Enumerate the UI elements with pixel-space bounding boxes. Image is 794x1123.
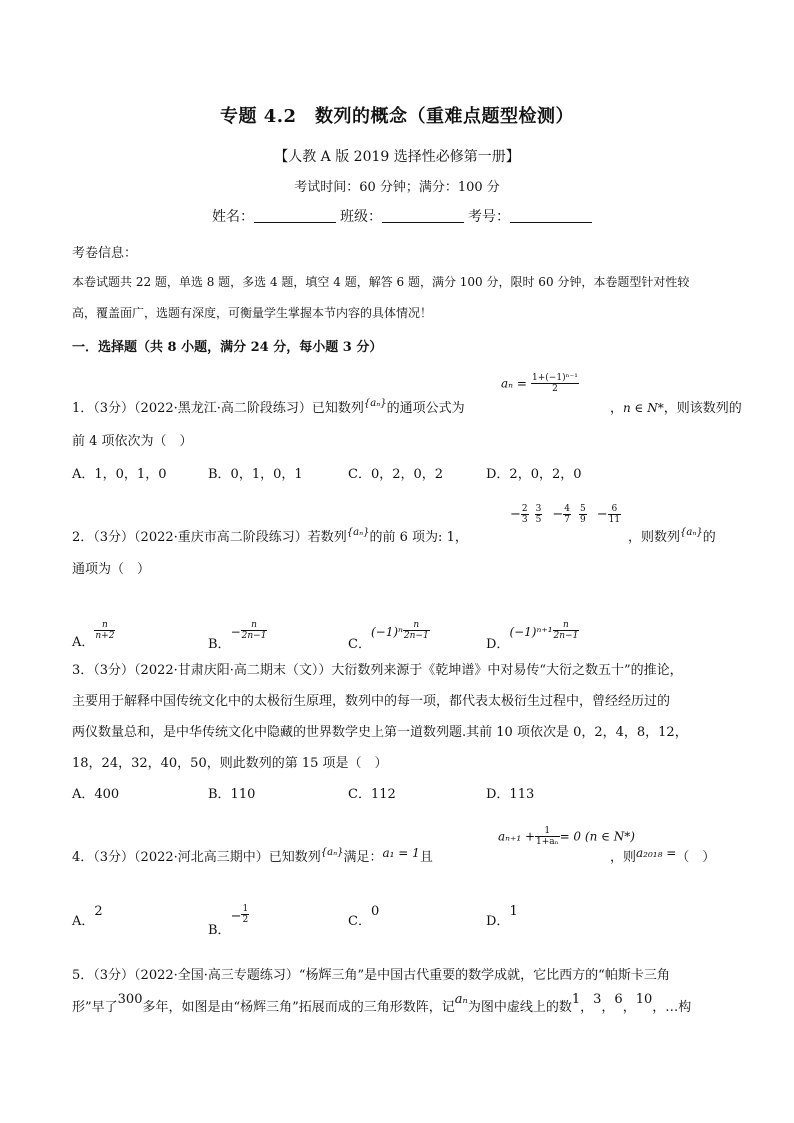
q2-term-3: − $\frac{4}{7}$ — [552, 504, 571, 525]
q5-line-1: 5．（3分）（2022·全国·高三专题练习）“杨辉三角”是中国古代重要的数学成就，它比西方的“帕斯卡三角 — [72, 968, 670, 983]
section-heading: 一．选择题（共 8 小题，满分 24 分，每小题 3 分） — [72, 340, 383, 355]
q5-text-c: 为图中虚线上的数 — [467, 1000, 572, 1015]
q4-tail — [610, 846, 715, 865]
info-line-2: 高，覆盖面广，选题有深度，可衡量学生掌握本节内容的具体情况！ — [72, 306, 433, 320]
q2-option-d[interactable]: D．(−1)ⁿ⁺¹ $\frac{n}{2n-1}$ — [486, 620, 579, 652]
q1-option-a[interactable]: A．1，0，1，0 — [72, 467, 167, 482]
q3-line-4: 18，24，32，40，50，则此数列的第 15 项是（ ） — [72, 756, 388, 771]
q5-num-4: 10 — [635, 992, 653, 1007]
student-info-fields — [212, 206, 596, 226]
q1-text-a: 1．（3分）（2022·黑龙江·高二阶段练习）已知数列 — [72, 401, 364, 416]
q1-option-b[interactable]: B．0，1，0，1 — [208, 467, 303, 482]
q2-text-c: ，则数列 — [628, 530, 681, 545]
q1-cond: n ∈ N* — [623, 401, 664, 415]
q5-num-3: 6 — [614, 992, 623, 1007]
q2-term-2: $\frac{3}{5}$ — [535, 504, 542, 525]
q2-term-5: − $\frac{6}{11}$ — [596, 504, 621, 525]
q3-option-c[interactable]: C．112 — [348, 787, 396, 802]
q5-text-b: 多年，如图是由“杨辉三角”拓展而成的三角形数阵，记 — [142, 1000, 455, 1015]
q2-option-a-frac: $\frac{n}{n+2}$ — [95, 620, 115, 641]
q4-option-b-frac: $\frac{1}{2}$ — [242, 904, 249, 925]
q3-option-b[interactable]: B．110 — [208, 787, 256, 802]
q2-seq-2: {aₙ} — [680, 527, 703, 538]
q2-text-d: 的 — [702, 530, 716, 545]
q1-option-d[interactable]: D．2，0，2，0 — [486, 467, 582, 482]
q2-option-c-frac: $\frac{n}{2n-1}$ — [403, 620, 429, 641]
page-title: 专题 4.2 数列的概念（重难点题型检测） — [219, 106, 575, 127]
q2-term-4: $\frac{5}{9}$ — [580, 504, 586, 525]
q2-seq: {aₙ} — [346, 527, 370, 538]
q1-text-c: ，则该数列的 — [663, 401, 742, 416]
q1-line-2: 前 4 项依次为（ ） — [72, 434, 193, 449]
q4-option-b[interactable]: B．− $\frac{1}{2}$ — [208, 904, 249, 938]
q4-target: a₂₀₁₈ = — [636, 846, 677, 860]
q2-text-b: 的前 6 项为: 1， — [369, 530, 468, 545]
q2-option-c[interactable]: C．(−1)ⁿ $\frac{n}{2n-1}$ — [348, 620, 429, 652]
q2-term-1: − $\frac{2}{3}$ — [510, 504, 528, 525]
info-label: 考卷信息： — [72, 246, 138, 261]
q1-formula-frac — [531, 373, 579, 394]
q5-years: 300 — [117, 992, 143, 1007]
q2-option-d-frac: $\frac{n}{2n-1}$ — [553, 620, 579, 641]
q3-line-2: 主要用于解释中国传统文化中的太极衍生原理，数列中的每一项，都代表太极衍生过程中，曾经经历过的 — [72, 694, 671, 709]
q4-text-a: 4．（3分）（2022·河北高三期中）已知数列 — [72, 850, 321, 865]
q1-formula-den: 2 — [552, 384, 558, 394]
q5-num-2: 3 — [593, 992, 602, 1007]
q1-line-1 — [72, 397, 465, 416]
exam-time: 考试时间：60 分钟；满分：100 分 — [294, 180, 500, 195]
q1-option-c[interactable]: C．0，2，0，2 — [348, 467, 444, 482]
q4-rec-lhs: aₙ₊₁ + — [498, 829, 536, 844]
q3-option-a[interactable]: A．400 — [72, 787, 120, 802]
q3-line-3: 两仪数量总和，是中华传统文化中隐藏的世界数学史上第一道数列题.其前 10 项依次是 0，2，4，8，12， — [72, 725, 688, 740]
q1-formula — [501, 373, 579, 394]
q4-text-c: 且 — [419, 850, 433, 865]
q1-formula-lhs: aₙ = — [501, 376, 527, 391]
id-label: 考号： — [468, 209, 510, 225]
q4-text-d: ，则 — [610, 850, 637, 865]
q5-line-2: 形”早了300多年，如图是由“杨辉三角”拓展而成的三角形数阵，记aₙ为图中虚线上的数1，3，6，10，…构 — [72, 992, 692, 1015]
q3-option-d[interactable]: D．113 — [486, 787, 535, 802]
q1-tail: ，n ∈ N*，则该数列的 — [610, 401, 742, 416]
q4-recurrence — [498, 826, 635, 847]
q2-line-1 — [72, 526, 468, 545]
q5-text-d: ，…构 — [652, 1000, 692, 1015]
q1-seq: {aₙ} — [363, 398, 387, 409]
q4-option-a[interactable]: A．2 — [72, 904, 103, 929]
q4-option-d[interactable]: D．1 — [486, 904, 518, 929]
q5-num-1: 1 — [571, 992, 581, 1007]
info-line-1: 本卷试题共 22 题，单选 8 题，多选 4 题，填空 4 题，解答 6 题，满分 100 分，限时 60 分钟，本卷题型针对性较 — [72, 275, 690, 289]
q1-formula-num: 1+(−1)ⁿ⁻¹ — [532, 373, 578, 383]
q5-text-a: 形”早了 — [72, 1000, 118, 1015]
q5-an: aₙ — [454, 992, 468, 1007]
class-label: 班级： — [340, 209, 382, 225]
q2-text-a: 2．（3分）（2022·重庆市高二阶段练习）若数列 — [72, 530, 347, 545]
q2-option-b[interactable]: B．− $\frac{n}{2n-1}$ — [208, 620, 267, 652]
q4-line-1 — [72, 846, 433, 865]
name-blank[interactable] — [254, 208, 336, 223]
name-label: 姓名： — [212, 209, 254, 225]
q2-option-a[interactable]: A． $\frac{n}{n+2}$ — [72, 620, 115, 650]
q4-rec-rhs: = 0 (n ∈ N*) — [559, 829, 635, 844]
q4-rec-frac: $\frac{1}{\text{1+aₙ}}$ — [536, 826, 559, 847]
q3-line-1: 3．（3分）（2022·甘肃庆阳·高二期末（文））大衍数列来源于《乾坤谱》中对易传“大衍之数五十”的推论， — [72, 663, 683, 678]
q4-option-c[interactable]: C．0 — [348, 904, 380, 929]
textbook-subtitle: 【人教 A 版 2019 选择性必修第一册】 — [274, 149, 520, 165]
q4-seq: {aₙ} — [320, 847, 344, 858]
q2-option-b-frac: $\frac{n}{2n-1}$ — [241, 620, 267, 641]
q2-line-2: 通项为（ ） — [72, 562, 151, 577]
q4-text-b: 满足： — [343, 850, 383, 865]
q2-terms — [510, 504, 621, 525]
id-blank[interactable] — [510, 208, 592, 223]
q4-a1: a₁ = 1 — [382, 846, 420, 860]
q4-text-e: （ ） — [676, 850, 716, 865]
q2-tail — [628, 526, 716, 545]
q1-text-b: 的通项公式为 — [386, 401, 465, 416]
class-blank[interactable] — [382, 208, 464, 223]
